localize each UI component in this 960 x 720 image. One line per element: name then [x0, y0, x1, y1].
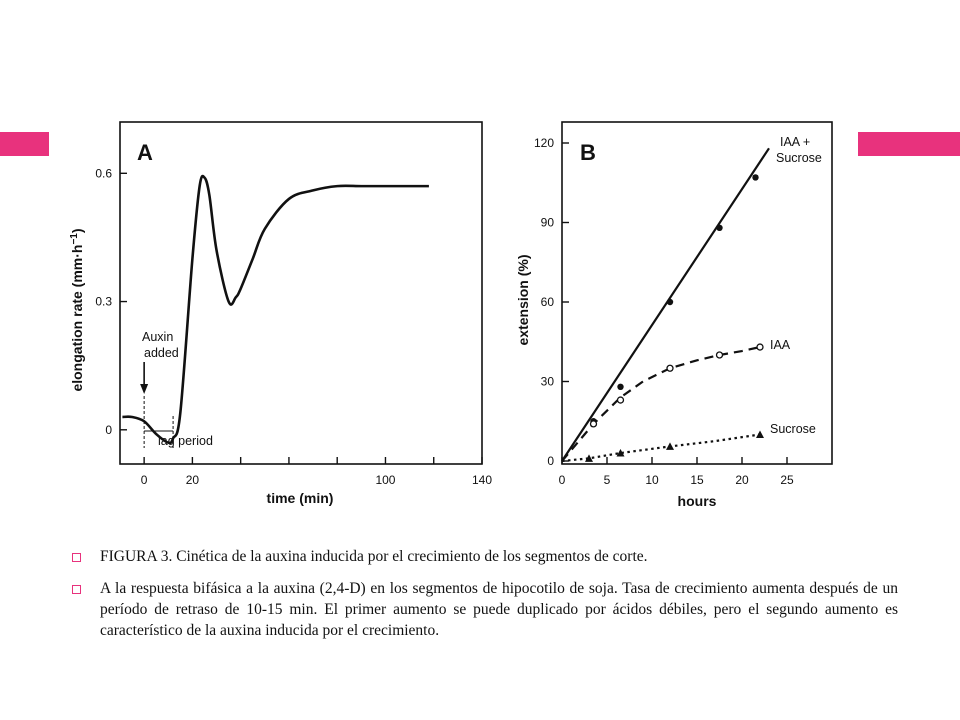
panel-a-y-title-close: )	[69, 228, 85, 234]
panel-a-y-axis-title	[69, 228, 86, 391]
data-point-iaa	[717, 352, 723, 358]
panel-b-y-tick-label: 60	[540, 295, 554, 309]
panel-b-x-tick-label: 25	[780, 473, 794, 487]
data-point-iaa	[757, 344, 763, 350]
panel-a-x-tick-label: 100	[375, 473, 396, 487]
panel-a-y-title-main: elongation rate (mm·h	[69, 244, 85, 392]
legend-sucrose: Sucrose	[770, 422, 816, 436]
legend-iaa: IAA	[770, 338, 791, 352]
panel-b-y-tick-label: 30	[540, 374, 554, 389]
data-point-iaa-sucrose	[752, 174, 758, 180]
data-point-iaa-sucrose	[667, 299, 673, 305]
panel-b-x-tick-label: 10	[645, 473, 659, 487]
caption-text-1: FIGURA 3. Cinética de la auxina inducida por el crecimiento de los segmentos de corte.	[100, 548, 648, 565]
panel-a-x-tick-label: 0	[140, 473, 148, 487]
panel-b-x-tick-label: 0	[558, 473, 566, 487]
panel-a-frame	[120, 122, 482, 464]
lag-period-label: lag period	[158, 434, 213, 448]
panel-a-y-tick-label: 0.3	[95, 294, 112, 309]
caption-text-2: A la respuesta bifásica a la auxina (2,4-D) en los segmentos de hipocotilo de soja. Tasa de crecimiento aumenta después de un período de retraso de 10-15 min. El primer aumento se puede duplicado por ácidos débiles, pero el segundo aumento es característico de la auxina inducida por el crecimiento.	[100, 580, 898, 639]
series-line-iaa-sucrose	[562, 148, 769, 461]
data-point-sucrose	[666, 442, 674, 450]
panel-b-frame	[562, 122, 832, 464]
panel-b-x-tick-label: 5	[603, 473, 611, 487]
panel-a-x-tick-label: 140	[471, 473, 493, 487]
panel-b-y-axis-title: extension (%)	[515, 254, 531, 346]
data-point-iaa	[667, 365, 673, 371]
legend-iaa-sucrose-line2: Sucrose	[776, 151, 822, 165]
series-line-sucrose	[562, 435, 760, 462]
auxin-label-line2: added	[144, 346, 179, 360]
panel-b-y-tick-label: 90	[540, 215, 554, 230]
panel-b-y-tick-label: 120	[533, 136, 554, 150]
panel-a-y-tick-label: 0	[105, 422, 112, 437]
data-point-sucrose	[756, 431, 764, 439]
bullet-icon	[72, 585, 86, 641]
panel-b-x-tick-label: 15	[690, 473, 704, 487]
chart-panel-b	[515, 122, 832, 509]
legend-iaa-sucrose-line1: IAA +	[780, 135, 811, 149]
data-point-iaa	[618, 397, 624, 403]
panel-a-series-line	[122, 176, 428, 443]
data-point-iaa	[591, 421, 597, 427]
auxin-arrow-head	[140, 384, 148, 394]
series-line-iaa	[562, 347, 760, 461]
panel-b-x-axis-title: hours	[677, 493, 717, 509]
data-point-iaa-sucrose	[617, 384, 623, 390]
panel-b-y-tick-label: 0	[547, 454, 554, 468]
bullet-icon	[72, 553, 86, 567]
caption-item-2	[72, 578, 898, 641]
panel-a-label: A	[137, 140, 153, 165]
panel-a-y-tick-label: 0.6	[95, 166, 112, 181]
panel-a-x-axis-title: time (min)	[266, 490, 334, 506]
panel-a-x-tick-label: 20	[185, 473, 200, 487]
panel-a-y-title-sup: −1	[68, 233, 80, 245]
auxin-label-line1: Auxin	[142, 330, 174, 344]
caption-item-1	[72, 546, 898, 567]
panel-b-label: B	[580, 140, 596, 165]
data-point-iaa-sucrose	[716, 225, 722, 231]
chart-panel-a	[69, 122, 493, 506]
panel-b-x-tick-label: 20	[735, 473, 749, 487]
